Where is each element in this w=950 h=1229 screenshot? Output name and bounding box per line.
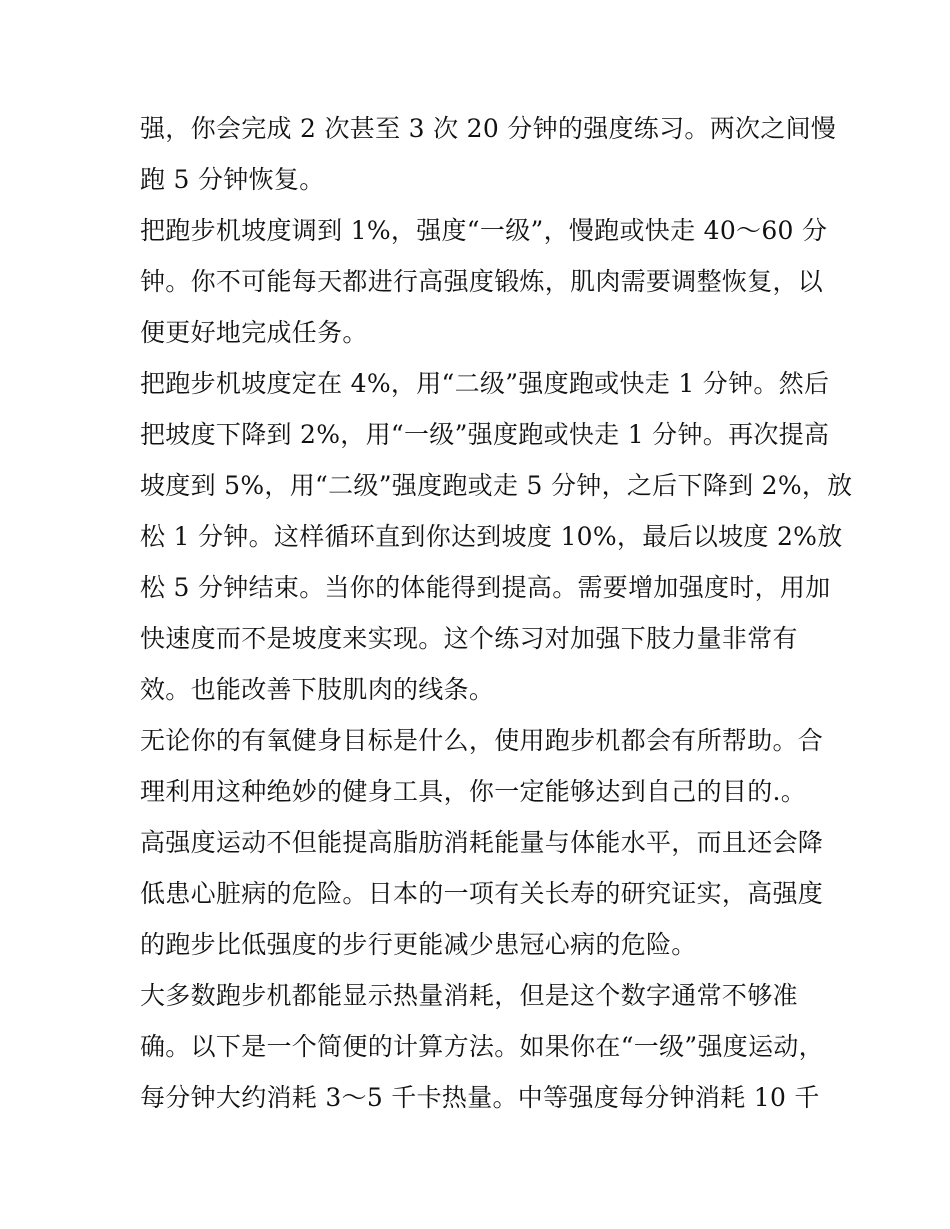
- text-line: 的跑步比低强度的步行更能减少患冠心病的危险。: [140, 930, 697, 959]
- text-line: 大多数跑步机都能显示热量消耗，但是这个数字通常不够准: [140, 981, 798, 1010]
- text-line: 无论你的有氧健身目标是什么，使用跑步机都会有所帮助。合: [140, 726, 824, 755]
- text-line: 便更好地完成任务。: [140, 318, 368, 347]
- text-line: 高强度运动不但能提高脂肪消耗能量与体能水平，而且还会降: [140, 828, 824, 857]
- text-line: 松 5 分钟结束。当你的体能得到提高。需要增加强度时，用加: [140, 573, 831, 602]
- text-line: 松 1 分钟。这样循环直到你达到坡度 10%，最后以坡度 2%放: [140, 522, 843, 551]
- text-line: 低患心脏病的危险。日本的一项有关长寿的研究证实，高强度: [140, 879, 824, 908]
- text-line: 强，你会完成 2 次甚至 3 次 20 分钟的强度练习。两次之间慢: [140, 114, 837, 143]
- document-body: [140, 103, 853, 1123]
- text-line: 效。也能改善下肢肌肉的线条。: [140, 675, 495, 704]
- text-line: 钟。你不可能每天都进行高强度锻炼，肌肉需要调整恢复，以: [140, 267, 824, 296]
- text-line: 把跑步机坡度调到 1%，强度“一级”，慢跑或快走 40～60 分: [140, 216, 828, 245]
- text-line: 理利用这种绝妙的健身工具，你一定能够达到自己的目的.。: [140, 777, 807, 806]
- text-line: 快速度而不是坡度来实现。这个练习对加强下肢力量非常有: [140, 624, 798, 653]
- text-line: 把坡度下降到 2%，用“一级”强度跑或快走 1 分钟。再次提高: [140, 420, 830, 449]
- text-line: 每分钟大约消耗 3～5 千卡热量。中等强度每分钟消耗 10 千: [140, 1083, 820, 1112]
- text-line: 确。以下是一个简便的计算方法。如果你在“一级”强度运动，: [140, 1032, 824, 1061]
- text-line: 坡度到 5%，用“二级”强度跑或走 5 分钟，之后下降到 2%，放: [140, 471, 853, 500]
- text-line: 把跑步机坡度定在 4%，用“二级”强度跑或快走 1 分钟。然后: [140, 369, 830, 398]
- text-line: 跑 5 分钟恢复。: [140, 165, 325, 194]
